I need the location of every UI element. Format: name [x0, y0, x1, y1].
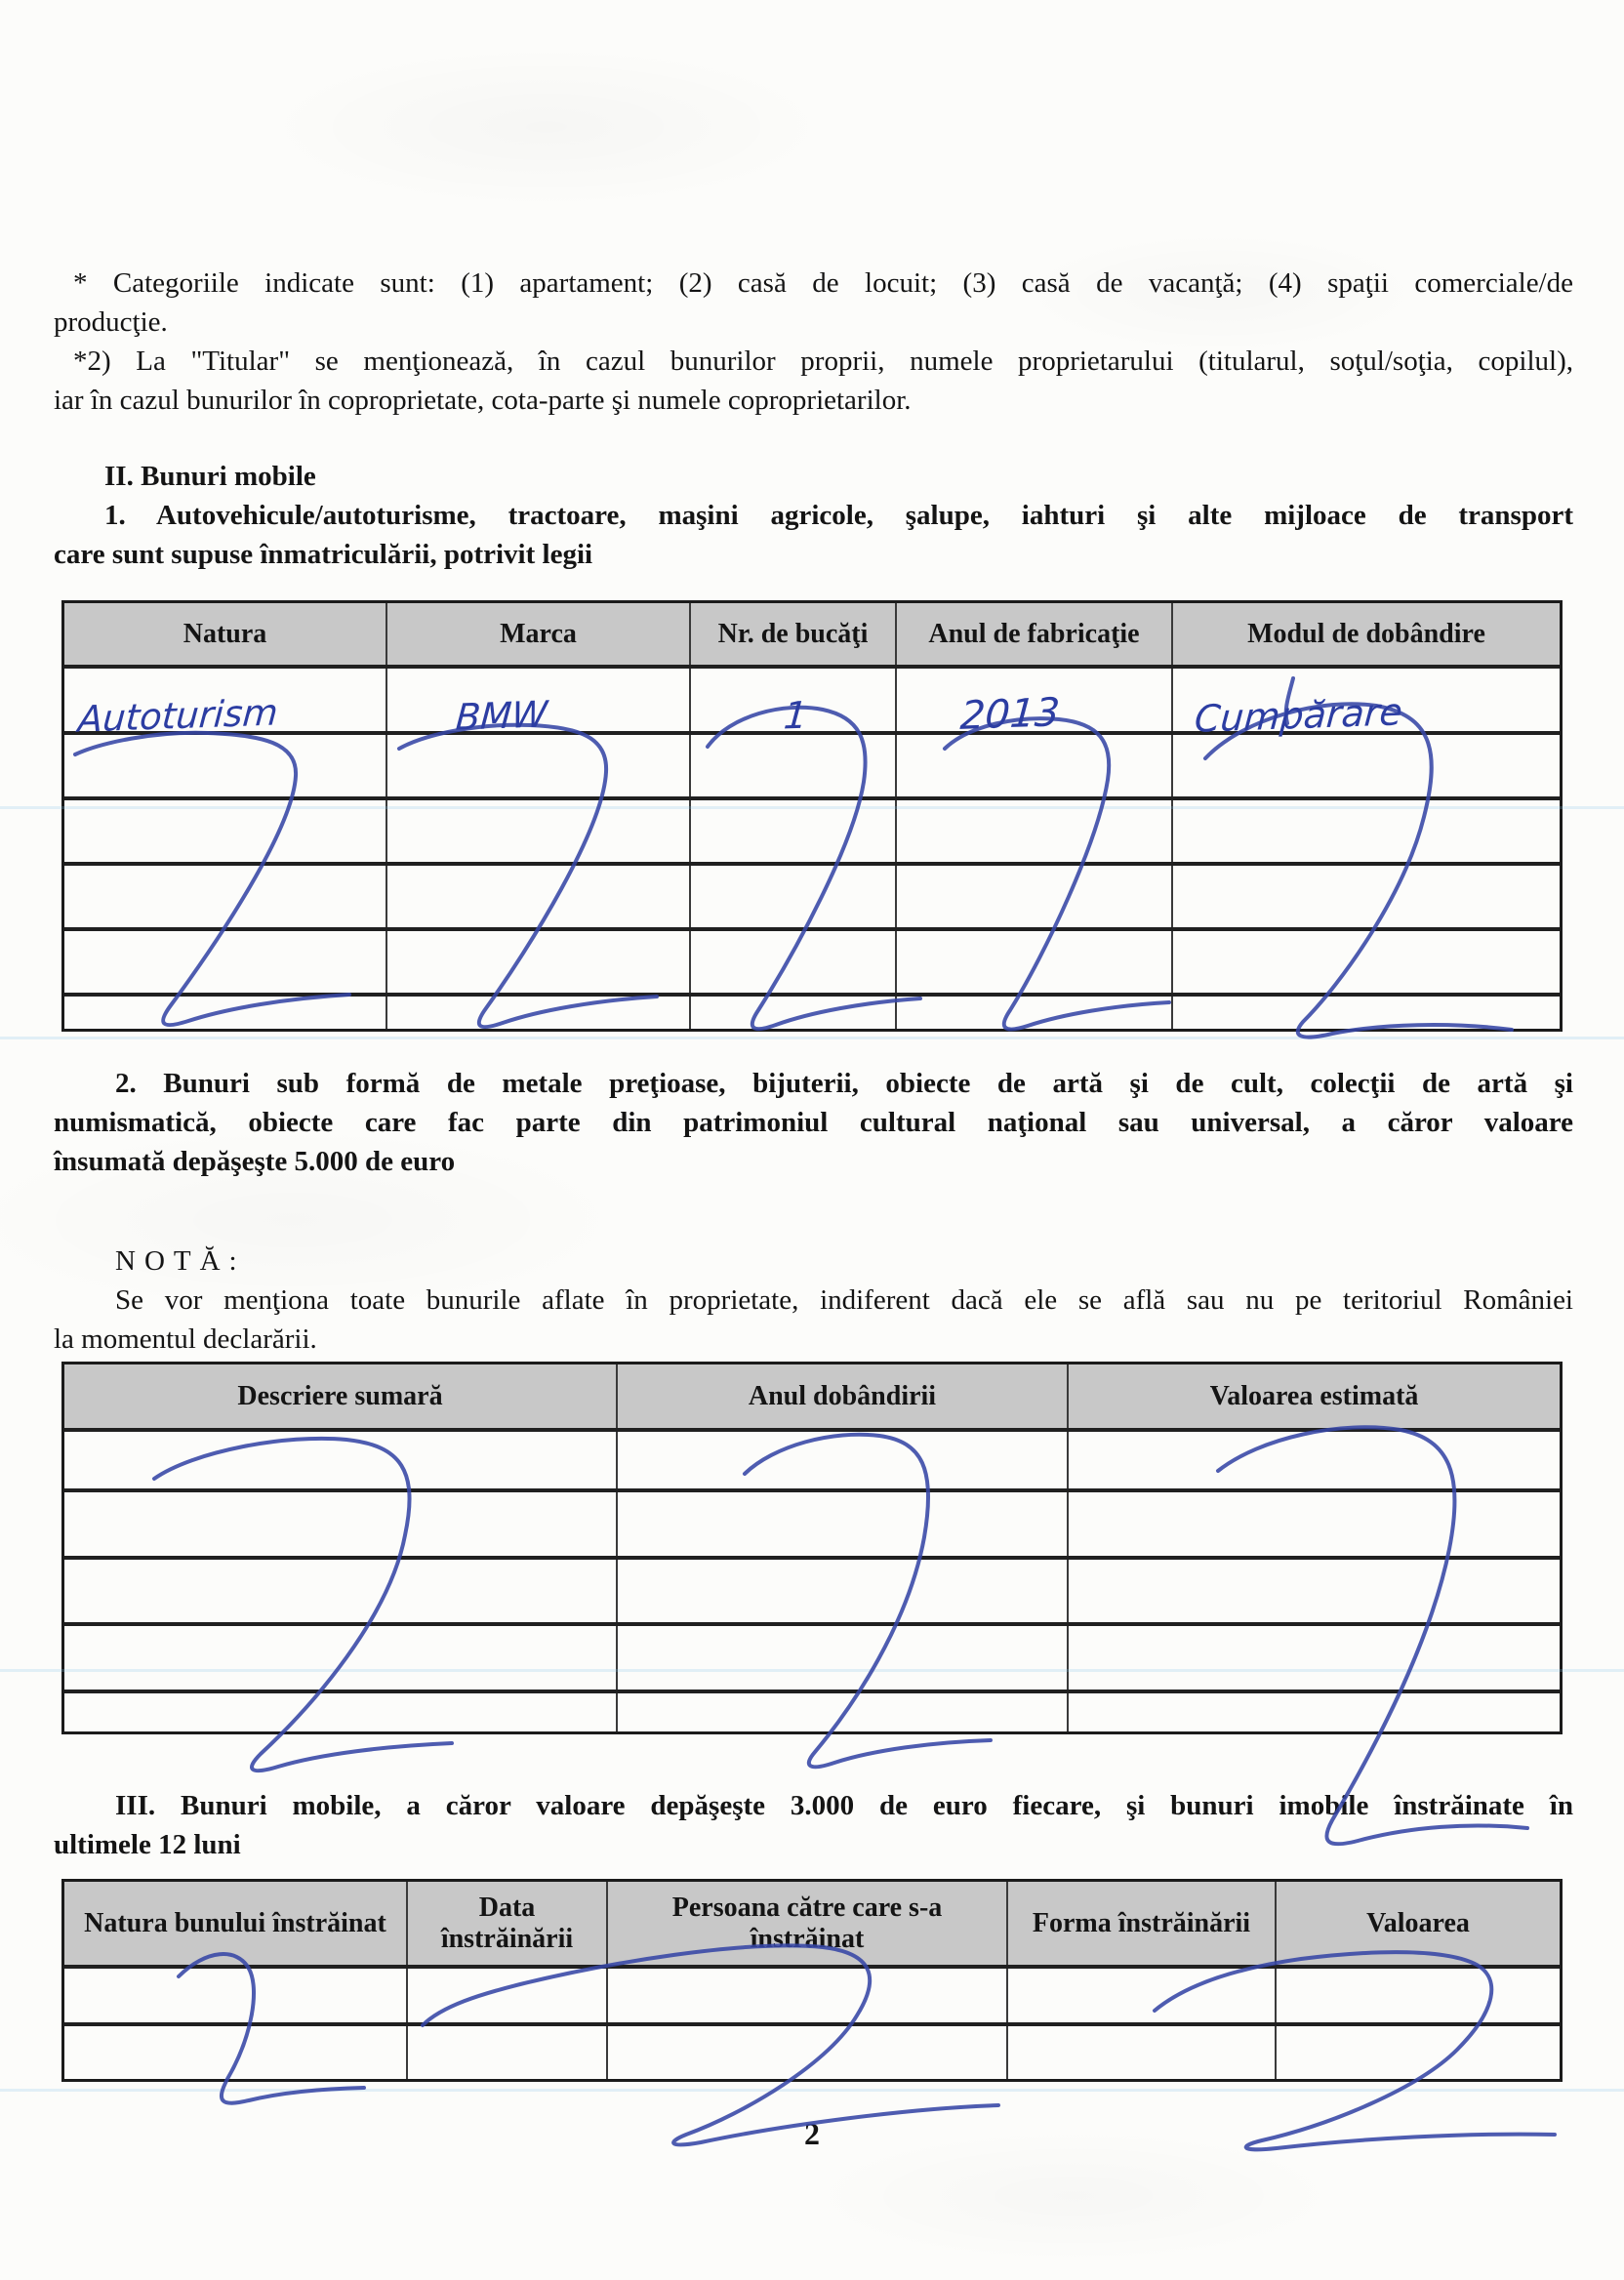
alienated-goods-table [61, 1879, 1563, 2082]
item2-heading-line: însumată depăşeşte 5.000 de euro [54, 1146, 456, 1177]
valuables-empty-row [64, 1556, 1560, 1622]
header-cell-descriere: Descriere sumară [237, 1380, 443, 1411]
header-cell-valoarea-estimata: Valoarea estimată [1067, 1364, 1560, 1428]
alienated-table-header-row [64, 1882, 1560, 1965]
header-cell-data-instrainarii: Data înstrăinării [406, 1882, 606, 1965]
header-cell-persoana: Persoana către care s-a înstrăinat [606, 1882, 1006, 1965]
footnote-line: *2) La "Titular" se menţionează, în cazul bunurilor proprii, numele proprietarului (titularul, soţul/soţia, copilul), [73, 346, 1573, 377]
handwritten-nr-bucati: 1 [782, 693, 809, 738]
handwritten-mod-dobandire: Cumpărare [1193, 690, 1404, 741]
vehicles-table [61, 600, 1563, 1032]
header-cell-forma-instrainarii: Forma înstrăinării [1006, 1882, 1275, 1965]
item2-heading [54, 1064, 1573, 1181]
item2-heading-line: 2. Bunuri sub formă de metale preţioase, bijuterii, obiecte de artă şi de cult, colecţii de artă şi [115, 1068, 1573, 1099]
header-cell-mod-dobandire: Modul de dobândire [1171, 603, 1560, 665]
vehicles-empty-row [64, 862, 1560, 927]
nota-line: la momentul declarării. [54, 1323, 317, 1355]
header-cell-natura-bunului: Natura bunului înstrăinat [84, 1907, 386, 1938]
header-cell-marca: Marca [386, 603, 689, 665]
footnote-line: producţie. [54, 306, 168, 338]
footnote-line: * Categoriile indicate sunt: (1) apartament; (2) casă de locuit; (3) casă de vacanţă; (4) spaţii comerciale/de [73, 267, 1573, 299]
scan-artifact-line [0, 1669, 1624, 1672]
valuables-empty-row [64, 1622, 1560, 1690]
nota-block [54, 1242, 1573, 1359]
handwritten-an-fabricatie: 2013 [958, 690, 1062, 739]
valuables-empty-row [64, 1488, 1560, 1556]
item2-heading-line: numismatică, obiecte care fac parte din patrimoniul cultural naţional sau universal, a căror valoare [54, 1107, 1573, 1138]
item1-heading-line: 1. Autovehicule/autoturisme, tractoare, maşini agricole, şalupe, iahturi şi alte mijloace de transport [104, 500, 1573, 531]
section-iii-heading-line: III. Bunuri mobile, a căror valoare depăşeşte 3.000 de euro fiecare, şi bunuri imobile înstrăinate în [115, 1790, 1573, 1821]
header-cell-an-fabricatie: Anul de fabricaţie [895, 603, 1171, 665]
footnote-line: iar în cazul bunurilor în coproprietate, cota-parte şi numele coproprietarilor. [54, 385, 912, 416]
header-cell-valoarea: Valoarea [1275, 1882, 1560, 1965]
scan-artifact-line [0, 1037, 1624, 1039]
item1-heading-line: care sunt supuse înmatriculării, potrivit legii [54, 539, 593, 570]
valuables-empty-row [64, 1690, 1560, 1731]
header-cell-nr-bucati: Nr. de bucăţi [689, 603, 895, 665]
valuables-table-header-row [64, 1364, 1560, 1428]
handwritten-natura: Autoturism [76, 691, 280, 741]
footnote-categories [54, 264, 1573, 420]
section-ii-title: II. Bunuri mobile [104, 461, 316, 492]
section-iii-heading-line: ultimele 12 luni [54, 1829, 241, 1860]
alienated-empty-row [64, 1965, 1560, 2022]
section-ii-heading [54, 457, 1573, 574]
valuables-empty-row [64, 1428, 1560, 1488]
header-cell-natura: Natura [183, 618, 267, 649]
vehicles-row-1 [64, 665, 1560, 741]
vehicles-empty-row [64, 731, 1560, 796]
valuables-table [61, 1362, 1563, 1734]
page-number: 2 [804, 2116, 820, 2151]
vehicles-table-header-row [64, 603, 1560, 665]
alienated-empty-row [64, 2022, 1560, 2079]
scan-artifact-line [0, 806, 1624, 809]
handwritten-marca: BMW [454, 693, 549, 739]
header-cell-anul-dobandirii: Anul dobândirii [616, 1364, 1067, 1428]
nota-line: Se vor menţiona toate bunurile aflate în proprietate, indiferent dacă ele se află sau nu pe teritoriul României [115, 1284, 1573, 1316]
vehicles-empty-row [64, 927, 1560, 993]
scan-artifact-line [0, 2089, 1624, 2092]
section-iii-heading [54, 1786, 1573, 1864]
nota-label: NOTĂ: [115, 1245, 246, 1277]
vehicles-empty-row [64, 993, 1560, 1029]
